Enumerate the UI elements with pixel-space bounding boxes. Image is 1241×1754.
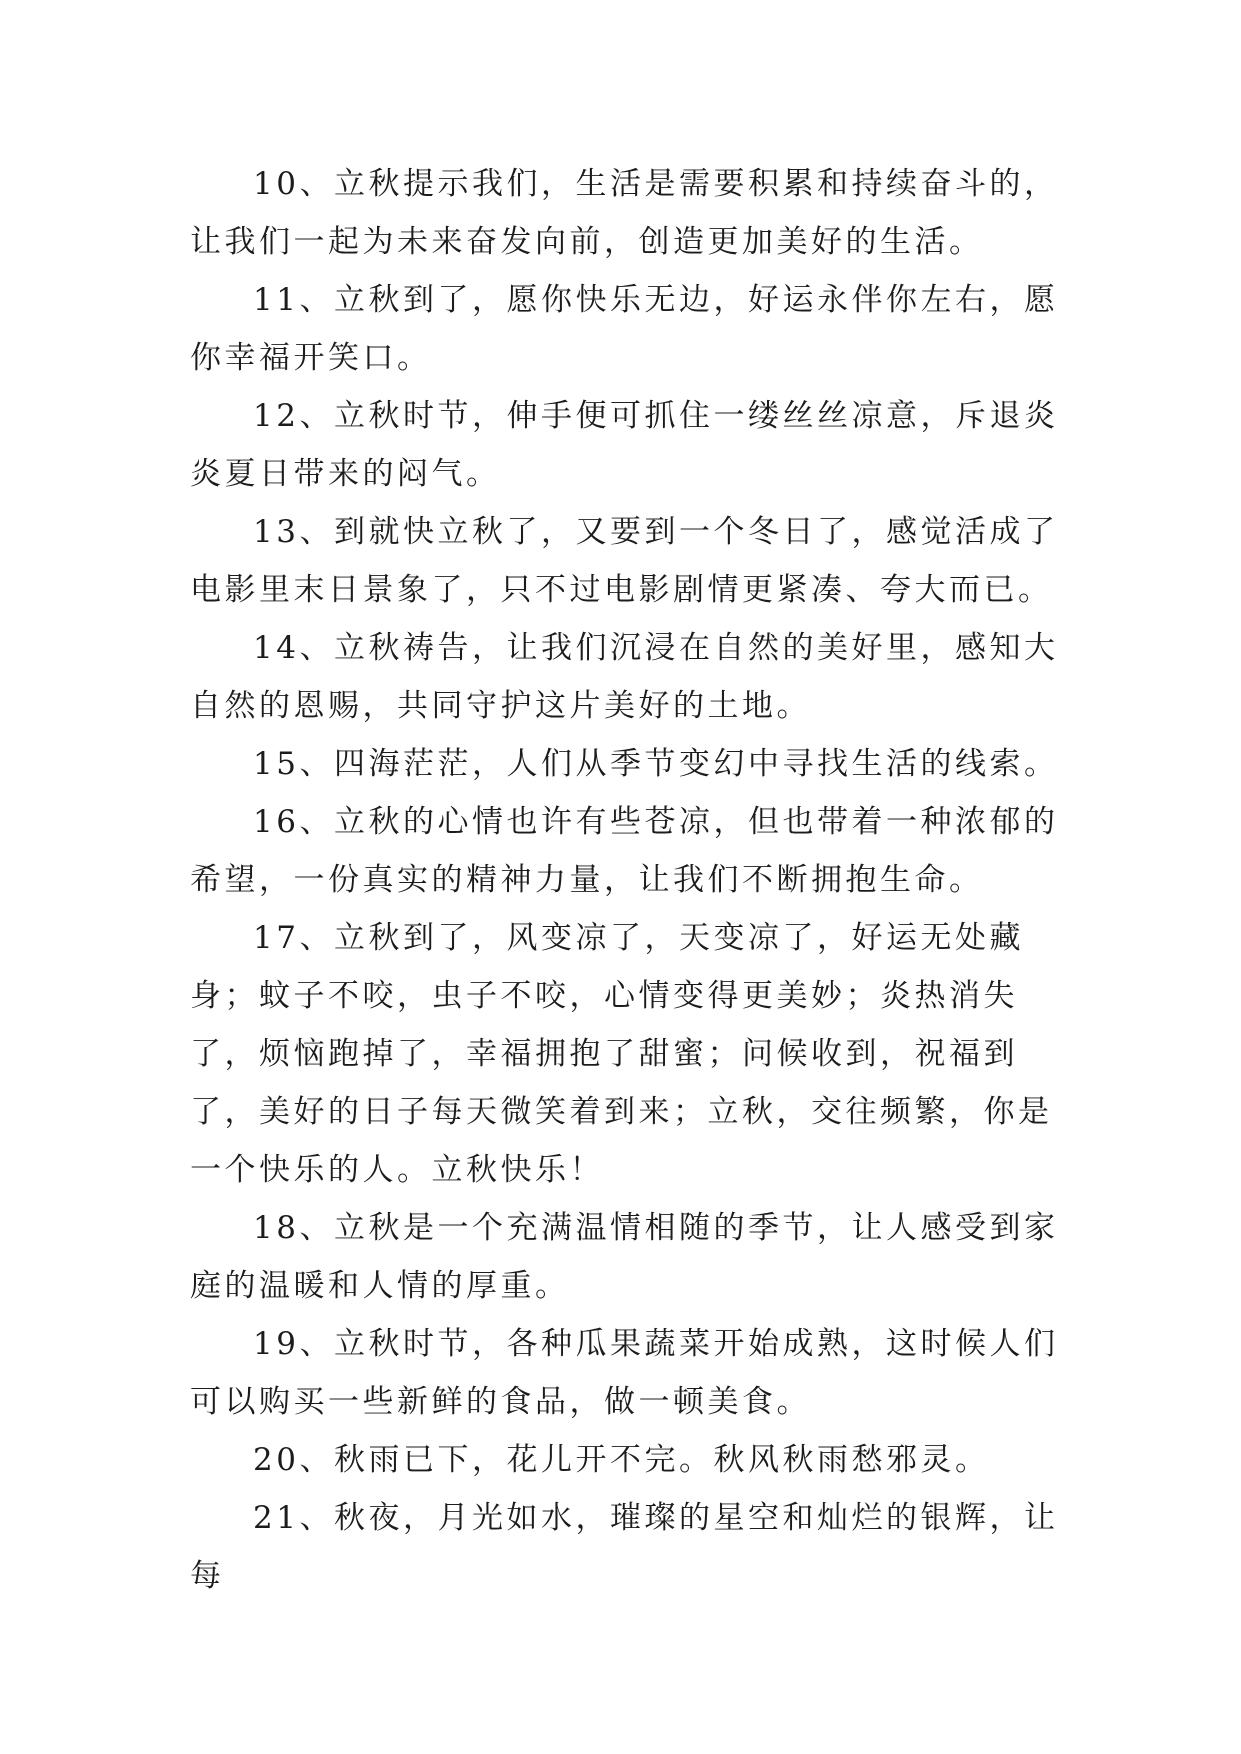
paragraph-15: 15、四海茫茫，人们从季节变幻中寻找生活的线索。 [253,746,1059,782]
paragraph-20: 20、秋雨已下，花儿开不完。秋风秋雨愁邪灵。 [253,1442,990,1478]
paragraph-16: 16、立秋的心情也许有些苍凉，但也带着一种浓郁的希望，一份真实的精神力量，让我们不断拥抱生命。 [190,804,1059,898]
paragraph-10: 10、立秋提示我们，生活是需要积累和持续奋斗的，让我们一起为未来奋发向前，创造更加美好的生活。 [190,166,1059,260]
paragraph-12: 12、立秋时节，伸手便可抓住一缕丝丝凉意，斥退炎炎夏日带来的闷气。 [190,398,1059,492]
paragraph-13: 13、到就快立秋了，又要到一个冬日了，感觉活成了电影里末日景象了，只不过电影剧情更紧凑、夸大而已。 [190,514,1059,608]
paragraph-21: 21、秋夜，月光如水，璀璨的星空和灿烂的银辉，让每 [190,1500,1059,1594]
paragraph-19: 19、立秋时节，各种瓜果蔬菜开始成熟，这时候人们可以购买一些新鲜的食品，做一顿美食。 [190,1326,1059,1420]
paragraph-17: 17、立秋到了，风变凉了，天变凉了，好运无处藏身；蚊子不咬，虫子不咬，心情变得更美妙；炎热消失了，烦恼跑掉了，幸福拥抱了甜蜜；问候收到，祝福到了，美好的日子每天微笑着到来；立秋，交往频繁，你是一个快乐的人。立秋快乐！ [190,920,1053,1188]
document-body [190,155,1060,1605]
paragraph-11: 11、立秋到了，愿你快乐无边，好运永伴你左右，愿你幸福开笑口。 [190,282,1059,376]
paragraph-14: 14、立秋祷告，让我们沉浸在自然的美好里，感知大自然的恩赐，共同守护这片美好的土地。 [190,630,1059,724]
paragraph-18: 18、立秋是一个充满温情相随的季节，让人感受到家庭的温暖和人情的厚重。 [190,1210,1059,1304]
